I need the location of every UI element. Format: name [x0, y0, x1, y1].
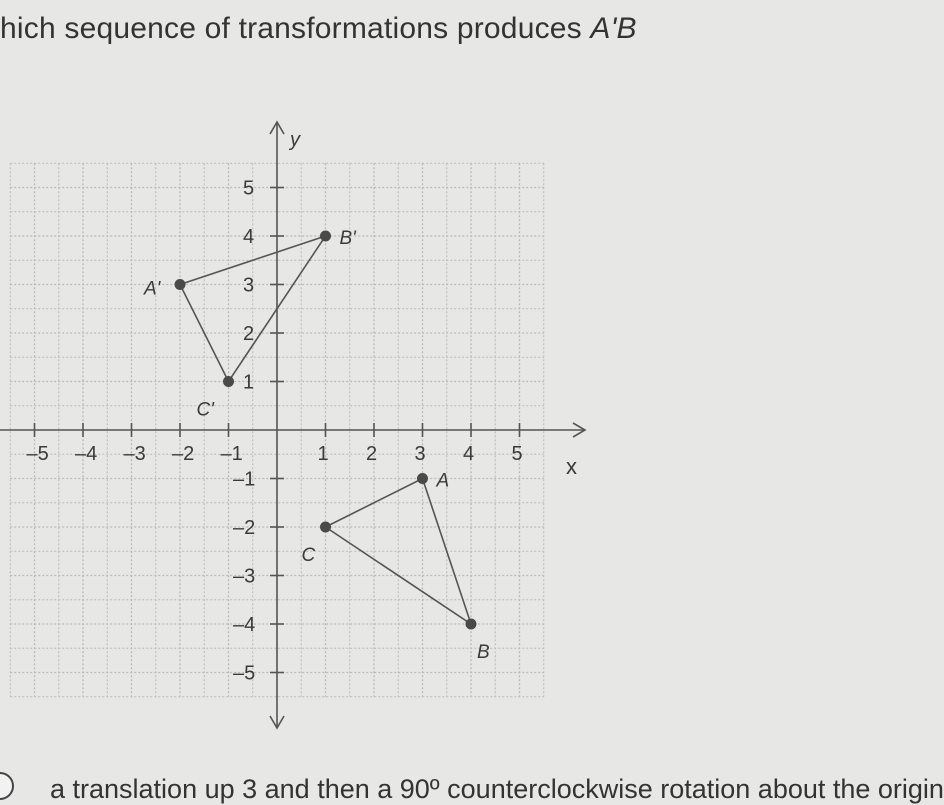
vertex-a [417, 473, 428, 484]
x-tick-label: –5 [26, 443, 49, 465]
vertex-c [320, 522, 331, 533]
vertex-a-prime [175, 279, 186, 290]
vertex-label-c-prime: C' [196, 399, 214, 421]
y-tick-label: –2 [233, 517, 256, 539]
y-tick-label: 2 [243, 323, 255, 345]
vertex-label-c: C [301, 545, 316, 566]
x-tick-label: 2 [366, 443, 378, 465]
x-tick-label: –3 [123, 443, 146, 465]
x-tick-label: –2 [172, 443, 195, 465]
y-tick-label: 4 [243, 226, 255, 248]
y-tick-label: 3 [243, 274, 255, 297]
vertex-c-prime [223, 376, 234, 387]
answer-option-text: a translation up 3 and then a 90º counterclockwise rotation about the origin [50, 774, 944, 804]
y-tick-label: –3 [233, 565, 256, 588]
vertex-label-a: A [436, 470, 450, 492]
x-tick-label: –1 [220, 443, 243, 465]
y-tick-label: –4 [233, 614, 256, 636]
y-tick-label: 1 [243, 371, 255, 394]
triangles [143, 228, 490, 663]
x-tick-label: 5 [511, 443, 523, 465]
x-tick-label: 1 [317, 443, 329, 465]
y-tick-label: 5 [243, 177, 255, 200]
y-tick-label: –1 [233, 468, 256, 491]
x-tick-label: 3 [414, 443, 426, 465]
vertex-label-b: B [477, 642, 490, 663]
x-tick-label: 4 [463, 443, 475, 465]
y-axis-label: y [290, 129, 300, 151]
question-text [0, 12, 800, 46]
vertex-label-a-prime: A' [144, 278, 161, 300]
x-tick-label: –4 [75, 443, 98, 465]
vertex-b-prime [320, 231, 331, 242]
vertex-label-b-prime: B' [339, 228, 356, 249]
y-tick-label: –5 [233, 662, 256, 685]
question-italic-tail: A'B [590, 12, 637, 45]
vertex-b [466, 619, 477, 630]
axes [0, 122, 585, 728]
x-axis-label: x [566, 454, 577, 479]
graph-svg [0, 110, 600, 740]
coordinate-graph [0, 110, 600, 740]
answer-option[interactable] [0, 770, 944, 804]
answer-radio[interactable] [0, 772, 14, 800]
question-main: hich sequence of transformations produces [0, 12, 591, 45]
